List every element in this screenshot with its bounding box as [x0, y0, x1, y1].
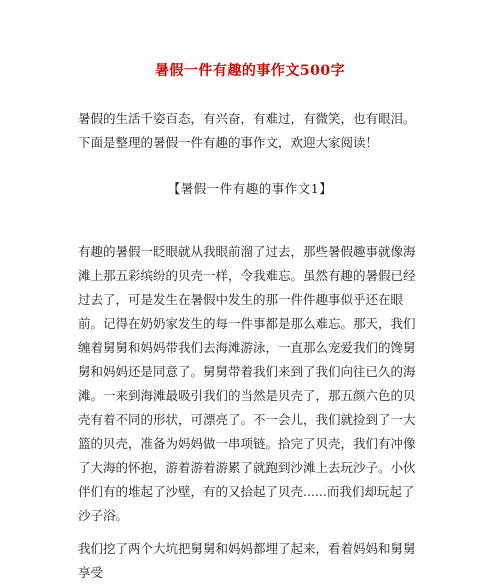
document-title: 暑假一件有趣的事作文500字 [154, 63, 346, 79]
intro-paragraph: 暑假的生活千姿百态，有兴奋，有难过，有微笑，也有眼泪。下面是整理的暑假一件有趣的事作文，欢迎大家阅读！ [78, 111, 416, 150]
section-heading: 【暑假一件有趣的事作文1】 [167, 181, 333, 196]
body-paragraph-2: 我们挖了两个大坑把舅舅和妈妈都埋了起来，看着妈妈和舅舅享受 [78, 541, 416, 580]
body-paragraph-1: 有趣的暑假一眨眼就从我眼前溜了过去，那些暑假趣事就像海滩上那五彩缤纷的贝壳一样，令我难忘。虽然有趣的暑假已经过去了，可是发生在暑假中发生的那一件件趣事似乎还在眼前。记得在奶奶家发生的每一件事都是那么难忘。那天，我们缠着舅舅和妈妈带我们去海滩游泳，一直那么宠爱我们的馋舅舅和妈妈还是同意了。舅舅带着我们来到了我们向往已久的海滩。一来到海滩最吸引我们的当然是贝壳了，那五颜六色的贝壳有着不同的形状，可漂亮了。不一会儿，我们就捡到了一大篮的贝壳，准备为妈妈做一串项链。拾完了贝壳，我们有冲像了大海的怀抱，游着游着游累了就跑到沙滩上去玩沙子。小伙伴们有的堆起了沙壁，有的又拾起了贝壳......而我们却玩起了沙子浴。 [78, 244, 416, 523]
